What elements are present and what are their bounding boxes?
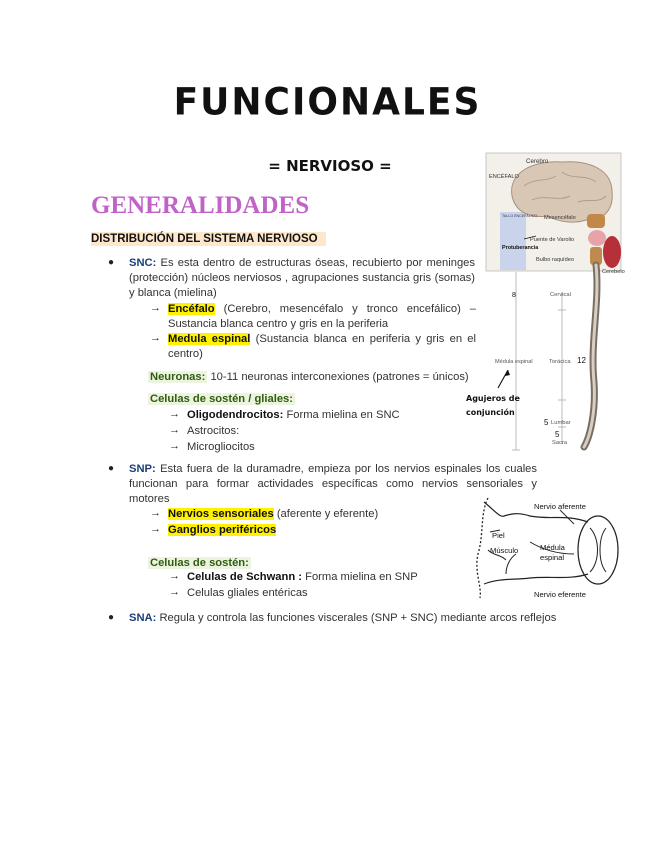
nervous-system-figure bbox=[462, 152, 625, 452]
label-medula: Médula bbox=[540, 543, 565, 552]
nervios-sensoriales-text: (aferente y eferente) bbox=[276, 508, 379, 520]
neurons-text: 10-11 neuronas interconexiones (patrones = únicos) bbox=[210, 371, 469, 383]
medula-text: (Sustancia blanca en periferia y gris en el centro) bbox=[168, 333, 477, 360]
microgliocitos-text: Microgliocitos bbox=[187, 441, 255, 453]
arrow-icon: → bbox=[150, 332, 161, 344]
label-espinal: espinal bbox=[540, 553, 565, 562]
label-medula: Médula espinal bbox=[495, 359, 533, 365]
mesencefalo-shape bbox=[587, 214, 605, 228]
label-encefalo: ENCÉFALO bbox=[489, 174, 519, 180]
astrocitos-text: Astrocitos: bbox=[187, 425, 240, 437]
bullet-snc: ● bbox=[108, 257, 115, 268]
label-bulbo: Bulbo raquídeo bbox=[536, 257, 574, 263]
sna-label: SNA: bbox=[129, 612, 157, 624]
snp-support-item bbox=[187, 570, 418, 585]
arrow-icon: → bbox=[169, 570, 180, 582]
label-conjuncion: conjunción bbox=[466, 408, 515, 417]
arrow-icon: → bbox=[169, 440, 180, 452]
label-toracica-n: 12 bbox=[577, 356, 586, 365]
oligodendrocitos-text: Forma mielina en SNC bbox=[286, 409, 400, 421]
oligodendrocitos-term: Oligodendrocitos: bbox=[187, 409, 284, 421]
snp-support-item bbox=[187, 586, 308, 601]
sna-paragraph bbox=[129, 611, 599, 626]
label-cerebelo: Cerebelo bbox=[602, 269, 625, 275]
gliales-entericas-text: Celulas gliales entéricas bbox=[187, 587, 308, 599]
arrow-icon: → bbox=[169, 424, 180, 436]
neurons-line bbox=[148, 370, 488, 385]
arrow-icon: → bbox=[150, 302, 161, 314]
distribution-heading: DISTRIBUCIÓN DEL SISTEMA NERVIOSO bbox=[91, 232, 326, 246]
snc-paragraph bbox=[129, 256, 475, 301]
snc-item-encefalo bbox=[168, 302, 476, 332]
snp-label: SNP: bbox=[129, 463, 156, 475]
label-cervical: Cervical bbox=[550, 292, 571, 298]
snc-text: Es esta dentro de estructuras óseas, recubierto por meninges (protección) núcleos nerviosos , agrupaciones sustancia gris (somas) y blanca (mielina) bbox=[129, 257, 475, 299]
spinal-cord-shape bbox=[584, 265, 597, 447]
label-toracica: Torácica bbox=[549, 359, 571, 365]
reflex-arc-figure bbox=[470, 494, 622, 602]
bullet-snp: ● bbox=[108, 463, 115, 474]
snc-support-label: Celulas de sostén / gliales: bbox=[150, 393, 294, 405]
encefalo-term: Encéfalo bbox=[168, 303, 215, 315]
label-cervical-n: 8 bbox=[512, 292, 516, 299]
arrow-icon: → bbox=[169, 408, 180, 420]
agujeros-arrow bbox=[498, 370, 508, 388]
snp-text: Esta fuera de la duramadre, empieza por los nervios espinales los cuales funcionan para formar actividades específicas como nervios sensoriales y motores bbox=[129, 463, 537, 505]
snc-item-medula bbox=[168, 332, 476, 362]
nervios-sensoriales-term: Nervios sensoriales bbox=[168, 508, 274, 520]
label-protuberancia: Protuberancia bbox=[502, 245, 539, 251]
page-subtitle: = NERVIOSO = bbox=[268, 157, 392, 175]
label-cerebro: Cerebro bbox=[526, 158, 549, 165]
label-lumbar: Lumbar bbox=[551, 420, 571, 426]
label-puente: Puente de Varolio bbox=[530, 237, 575, 243]
arrow-icon: → bbox=[169, 586, 180, 598]
label-sacra-n: 5 bbox=[555, 430, 560, 439]
arrow-icon: → bbox=[150, 523, 161, 535]
snc-support-item bbox=[187, 408, 400, 423]
snp-item bbox=[168, 507, 378, 522]
label-lumbar-n: 5 bbox=[544, 418, 549, 427]
label-mesencefalo: Mesencéfalo bbox=[544, 215, 576, 221]
cerebelo-shape bbox=[603, 236, 621, 268]
schwann-text: Forma mielina en SNP bbox=[305, 571, 418, 583]
medula-term: Medula espinal bbox=[168, 333, 251, 345]
encefalo-text: (Cerebro, mesencéfalo y tronco encefálico) – Sustancia blanca centro y gris en la periferia bbox=[168, 303, 476, 330]
ganglios-term: Ganglios periféricos bbox=[168, 524, 277, 536]
label-musculo: Músculo bbox=[490, 546, 519, 555]
label-piel: Piel bbox=[492, 531, 505, 540]
snc-support-label-row bbox=[148, 392, 295, 407]
snp-support-label: Celulas de sostén: bbox=[150, 557, 249, 569]
label-eferente: Nervio eferente bbox=[534, 590, 586, 599]
sna-text: Regula y controla las funciones viscerales (SNP + SNC) mediante arcos reflejos bbox=[159, 612, 557, 624]
label-agujeros: Agujeros de bbox=[466, 394, 520, 403]
arrow-icon: → bbox=[150, 507, 161, 519]
gray-matter-sketch bbox=[590, 528, 606, 572]
label-tronco: TALLO ENCEFÁLICO bbox=[502, 214, 538, 218]
puente-shape bbox=[588, 230, 606, 246]
bullet-sna: ● bbox=[108, 612, 115, 623]
snp-support-label-row bbox=[148, 556, 251, 571]
snc-label: SNC: bbox=[129, 257, 157, 269]
snc-support-item bbox=[187, 424, 239, 439]
tronco-panel bbox=[500, 212, 526, 270]
neurons-label: Neuronas: bbox=[150, 371, 206, 383]
section-heading: GENERALIDADES bbox=[91, 192, 310, 219]
efferent-nerve-line bbox=[484, 574, 588, 584]
snc-support-item bbox=[187, 440, 255, 455]
snp-item bbox=[168, 523, 276, 538]
label-aferente: Nervio aferente bbox=[534, 502, 586, 511]
schwann-term: Celulas de Schwann : bbox=[187, 571, 303, 583]
label-sacra: Sacra bbox=[552, 440, 568, 446]
page-title: FUNCIONALES bbox=[173, 80, 482, 125]
